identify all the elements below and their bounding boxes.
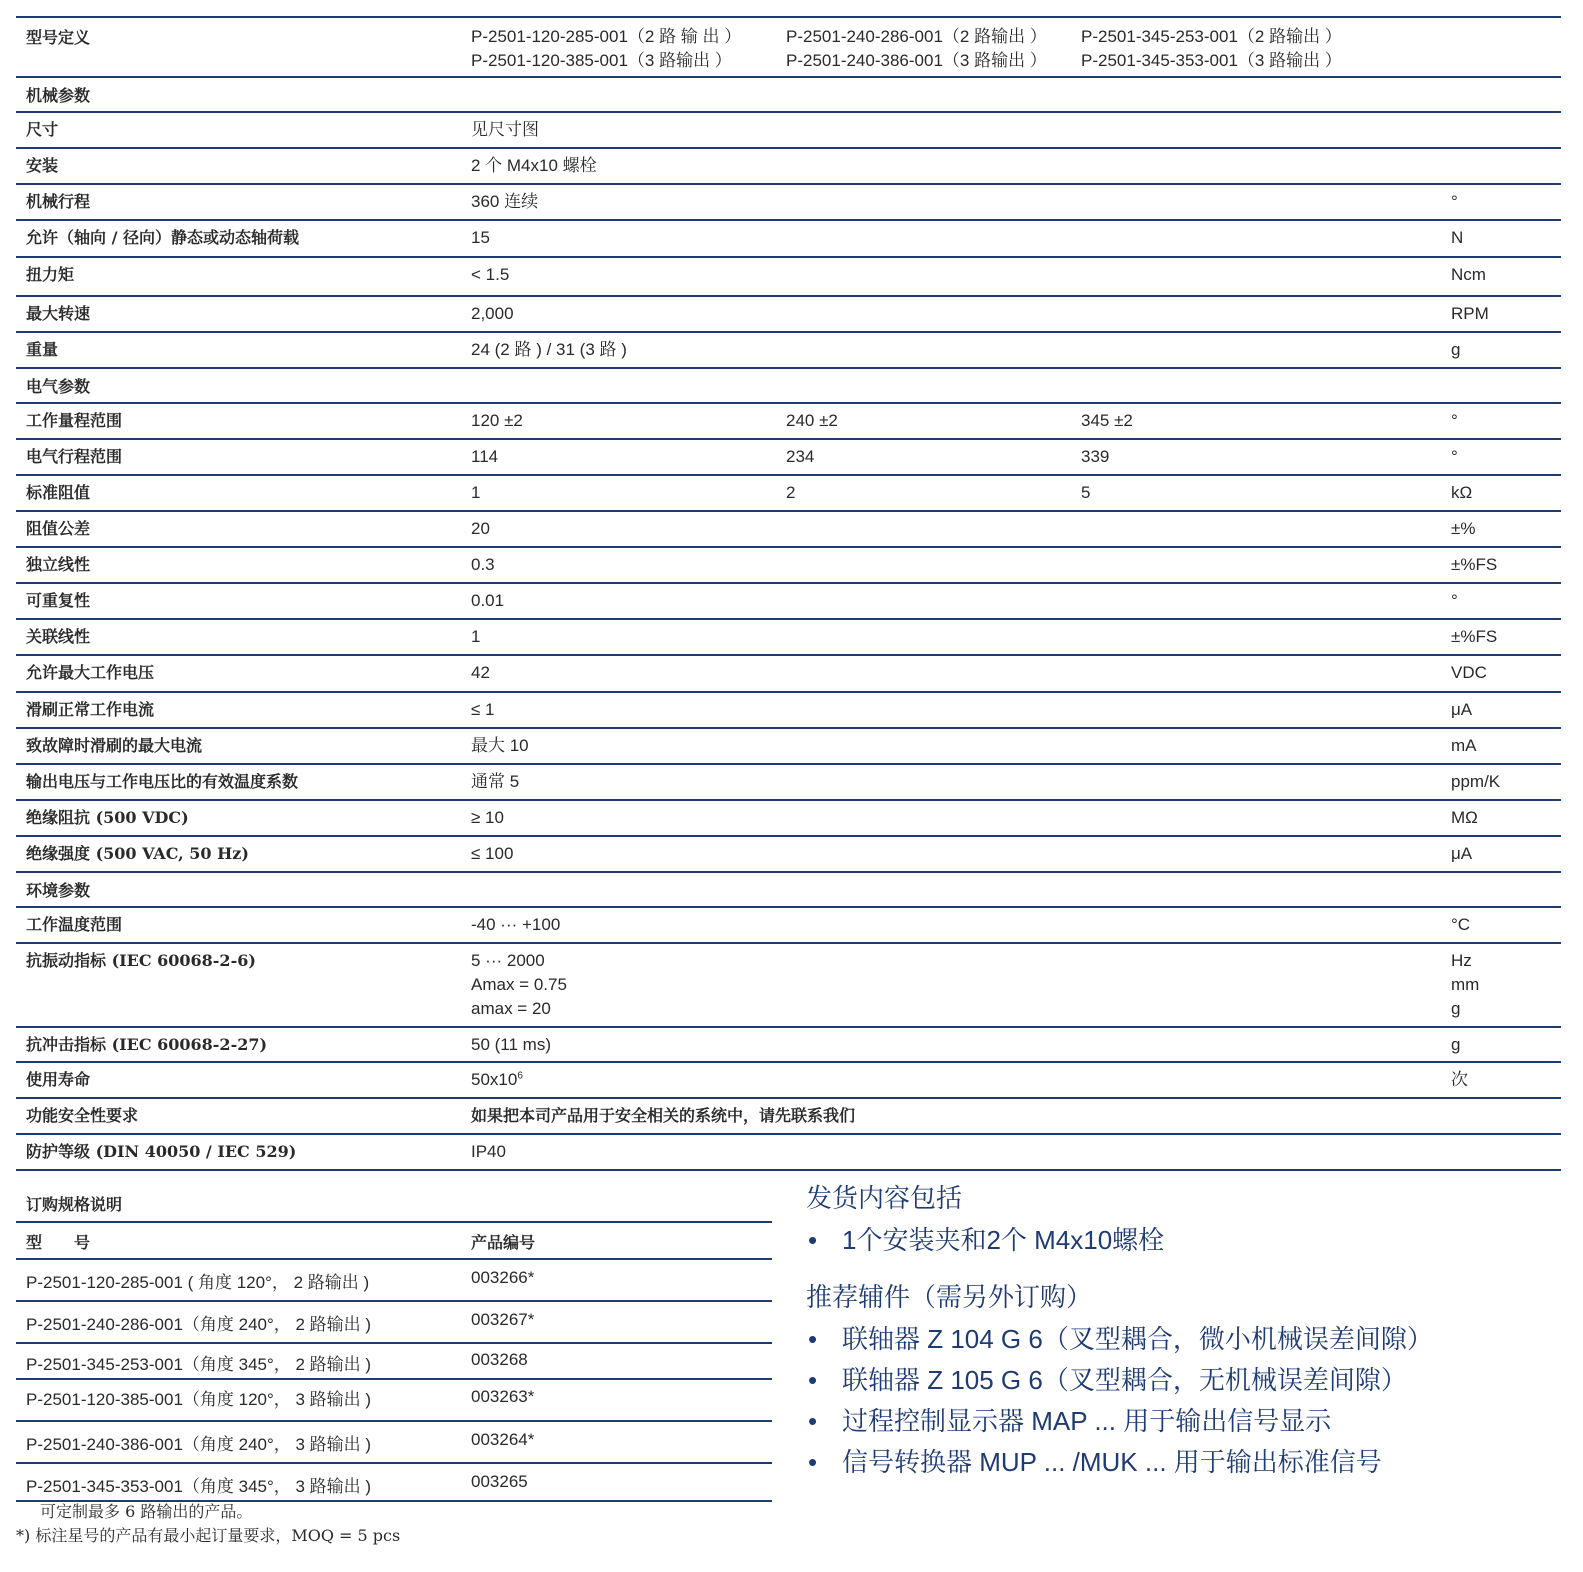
row-unit-line2: mm [1451, 975, 1480, 994]
ordering-code: 003265 [471, 1472, 528, 1491]
row-value: 最大 10 [471, 736, 529, 755]
accessories-list [806, 1319, 1546, 1483]
row-label: 电气行程范围 [26, 447, 123, 466]
row-label: 重量 [26, 340, 59, 359]
row-unit: ppm/K [1451, 772, 1501, 791]
ordering-model: P-2501-345-253-001（角度 345°， 2 路输出 ) [26, 1355, 372, 1374]
ordering-title: 订购规格说明 [16, 1188, 772, 1223]
row-label: 型号定义 [26, 28, 91, 47]
bullet-icon: • [808, 1406, 818, 1436]
ordering-model: P-2501-240-386-001（角度 240°， 3 路输出 ) [26, 1435, 372, 1454]
row-value: ≤ 100 [471, 844, 514, 863]
spec-row [16, 1135, 1561, 1171]
ordering-model: P-2501-345-353-001（角度 345°， 3 路输出 ) [26, 1477, 372, 1496]
accessory-item [806, 1401, 1546, 1442]
ordering-model: P-2501-240-286-001（角度 240°， 2 路输出 ) [26, 1315, 372, 1334]
spec-row [16, 113, 1561, 149]
shipping-list [806, 1220, 1546, 1261]
spec-row [16, 765, 1561, 801]
row-unit: μA [1451, 700, 1473, 719]
spec-row [16, 185, 1561, 221]
row-unit: Ncm [1451, 265, 1486, 284]
row-label: 允许（轴向 / 径向）静态或动态轴荷载 [26, 228, 299, 247]
spec-row [16, 333, 1561, 369]
spec-row [16, 221, 1561, 258]
spec-row [16, 512, 1561, 548]
row-value-line1: 5 ··· 2000 [471, 951, 545, 970]
row-label: 最大转速 [26, 304, 91, 323]
accessory-text: 联轴器 Z 104 G 6（叉型耦合，微小机械误差间隙） [842, 1324, 1433, 1354]
ordering-row [16, 1422, 772, 1464]
shipping-item [806, 1220, 1546, 1261]
row-value: 见尺寸图 [471, 120, 539, 140]
ordering-header [16, 1223, 772, 1260]
row-unit: ° [1451, 192, 1458, 211]
row-value: 通常 5 [471, 772, 520, 791]
row-value-3: 5 [1081, 483, 1091, 502]
row-label: 抗冲击指标 (IEC 60068-2-27) [26, 1035, 268, 1054]
row-value: < 1.5 [471, 265, 510, 284]
section-environmental [16, 873, 1561, 908]
row-unit: VDC [1451, 663, 1487, 682]
spec-row-vibration [16, 944, 1561, 1028]
row-label: 工作温度范围 [26, 915, 123, 934]
section-mechanical [16, 78, 1561, 113]
row-unit: mA [1451, 736, 1477, 755]
row-label: 标准阻值 [26, 483, 91, 502]
life-exponent: 6 [517, 1070, 523, 1082]
accessory-item [806, 1319, 1546, 1360]
row-value-3: 339 [1081, 447, 1110, 466]
accessory-item [806, 1360, 1546, 1401]
header-code: 产品编号 [471, 1233, 536, 1252]
row-value: ≤ 1 [471, 700, 495, 719]
ordering-row [16, 1380, 772, 1422]
row-value: 42 [471, 663, 490, 682]
row-value-2: 234 [786, 447, 815, 466]
bullet-icon: • [808, 1447, 818, 1477]
row-unit-line1: Hz [1451, 951, 1472, 970]
accessory-text: 过程控制显示器 MAP ... 用于输出信号显示 [842, 1406, 1332, 1436]
row-label: 机械行程 [26, 192, 91, 211]
row-label: 致故障时滑刷的最大电流 [26, 736, 203, 755]
bullet-icon: • [808, 1324, 818, 1354]
model-col3-line2: P-2501-345-353-001（3 路输出 ） [1081, 51, 1342, 70]
row-label: 绝缘强度 (500 VAC, 50 Hz) [26, 844, 249, 863]
model-col2-line1: P-2501-240-286-001（2 路输出 ） [786, 27, 1047, 46]
row-value: -40 ··· +100 [471, 915, 561, 934]
accessory-item [806, 1442, 1546, 1483]
spec-row [16, 837, 1561, 873]
spec-row [16, 656, 1561, 693]
row-unit: N [1451, 228, 1464, 247]
ordering-row [16, 1464, 772, 1502]
ordering-row [16, 1344, 772, 1380]
accessories-title: 推荐辅件（需另外订购） [806, 1282, 1093, 1312]
ordering-code: 003267* [471, 1310, 535, 1329]
row-value-2: 240 ±2 [786, 411, 838, 430]
moq-note: *) 标注星号的产品有最小起订量要求，MOQ = 5 pcs [16, 1526, 401, 1545]
spec-row [16, 620, 1561, 656]
row-value [471, 1068, 523, 1092]
row-value: 20 [471, 519, 490, 538]
row-value: 50 (11 ms) [471, 1035, 551, 1054]
row-value: 0.3 [471, 555, 495, 574]
spec-row [16, 729, 1561, 765]
row-value: 1 [471, 483, 481, 502]
row-value: 15 [471, 228, 490, 247]
row-unit: °C [1451, 915, 1471, 934]
row-value-3: 345 ±2 [1081, 411, 1133, 430]
row-unit: ° [1451, 591, 1458, 610]
model-col1-line1: P-2501-120-285-001（2 路 输 出 ） [471, 27, 742, 46]
row-unit: ±%FS [1451, 555, 1498, 574]
accessory-text: 联轴器 Z 105 G 6（叉型耦合，无机械误差间隙） [842, 1365, 1407, 1395]
spec-row [16, 693, 1561, 729]
ordering-notes [16, 1500, 400, 1548]
row-unit: g [1451, 340, 1461, 359]
section-title: 环境参数 [26, 881, 91, 900]
row-unit: ±%FS [1451, 627, 1498, 646]
row-value: 1 [471, 627, 481, 646]
ordering-code: 003266* [471, 1268, 535, 1287]
spec-row [16, 548, 1561, 584]
section-title: 电气参数 [26, 377, 91, 396]
row-value-2: 2 [786, 483, 796, 502]
bullet-icon: • [808, 1365, 818, 1395]
header-model: 型 号 [26, 1233, 91, 1252]
row-unit-line3: g [1451, 999, 1461, 1018]
row-label: 工作量程范围 [26, 411, 123, 430]
ordering-code: 003264* [471, 1430, 535, 1449]
row-unit: μA [1451, 844, 1473, 863]
row-unit: ° [1451, 447, 1458, 466]
ordering-code: 003263* [471, 1387, 535, 1406]
row-label: 独立线性 [26, 555, 91, 574]
row-label: 允许最大工作电压 [26, 663, 155, 682]
model-definition-row [16, 18, 1561, 78]
row-value: IP40 [471, 1142, 506, 1161]
row-label: 安装 [26, 156, 59, 175]
row-value: 2 个 M4x10 螺栓 [471, 156, 597, 175]
row-label: 尺寸 [26, 120, 59, 139]
model-col2-line2: P-2501-240-386-001（3 路输出 ） [786, 51, 1047, 70]
row-label: 关联线性 [26, 627, 91, 646]
spec-row [16, 1099, 1561, 1135]
ordering-table [16, 1188, 772, 1502]
row-label: 滑刷正常工作电流 [26, 700, 155, 719]
bullet-icon: • [808, 1225, 818, 1255]
row-unit: MΩ [1451, 808, 1478, 827]
row-label: 使用寿命 [26, 1070, 91, 1089]
section-title: 机械参数 [26, 86, 91, 105]
ordering-code: 003268 [471, 1350, 528, 1369]
model-col3-line1: P-2501-345-253-001（2 路输出 ） [1081, 27, 1342, 46]
spec-row [16, 584, 1561, 620]
spec-row [16, 801, 1561, 837]
row-label: 功能安全性要求 [26, 1106, 139, 1125]
ordering-model: P-2501-120-385-001（角度 120°， 3 路输出 ) [26, 1390, 372, 1409]
row-label: 抗振动指标 (IEC 60068-2-6) [26, 951, 256, 970]
spec-row [16, 404, 1561, 440]
spec-row [16, 908, 1561, 944]
row-label: 阻值公差 [26, 519, 91, 538]
row-value: 如果把本司产品用于安全相关的系统中，请先联系我们 [471, 1106, 856, 1125]
row-value-line2: Amax = 0.75 [471, 975, 567, 994]
row-label: 输出电压与工作电压比的有效温度系数 [26, 772, 299, 791]
row-value: 24 (2 路 ) / 31 (3 路 ) [471, 340, 627, 359]
row-value-line3: amax = 20 [471, 999, 551, 1018]
row-value: ≥ 10 [471, 808, 504, 827]
spec-row [16, 149, 1561, 185]
row-unit: 次 [1451, 1070, 1468, 1090]
row-unit: ±% [1451, 519, 1476, 538]
row-label: 扭力矩 [26, 265, 75, 284]
life-base: 50x10 [471, 1070, 518, 1089]
model-col1-line2: P-2501-120-385-001（3 路输出 ） [471, 51, 732, 70]
row-value: 114 [471, 447, 499, 466]
shipping-title: 发货内容包括 [806, 1183, 963, 1213]
row-value: 0.01 [471, 591, 505, 610]
ordering-row [16, 1302, 772, 1344]
ordering-model: P-2501-120-285-001 ( 角度 120°， 2 路输出 ) [26, 1273, 370, 1292]
spec-row [16, 1028, 1561, 1063]
row-label: 可重复性 [26, 591, 91, 610]
spec-table [16, 16, 1561, 1171]
row-value: 360 连续 [471, 192, 539, 211]
row-label: 防护等级 (DIN 40050 / IEC 529) [26, 1142, 297, 1161]
ordering-row [16, 1260, 772, 1302]
spec-row [16, 440, 1561, 476]
row-unit: kΩ [1451, 483, 1473, 502]
shipping-section [806, 1180, 1546, 1483]
row-label: 绝缘阻抗 (500 VDC) [26, 808, 189, 827]
row-unit: ° [1451, 411, 1458, 430]
row-unit: RPM [1451, 304, 1489, 323]
section-electrical [16, 369, 1561, 404]
spec-row [16, 476, 1561, 512]
custom-note: 可定制最多 6 路输出的产品。 [40, 1502, 253, 1521]
accessory-text: 信号转换器 MUP ... /MUK ... 用于输出标准信号 [842, 1447, 1382, 1477]
row-unit: g [1451, 1035, 1461, 1054]
row-value: 2,000 [471, 304, 514, 323]
row-value: 120 ±2 [471, 411, 523, 430]
spec-row [16, 1063, 1561, 1099]
shipping-item-text: 1个安装夹和2个 M4x10螺栓 [842, 1225, 1165, 1255]
spec-row [16, 258, 1561, 297]
spec-row [16, 297, 1561, 333]
